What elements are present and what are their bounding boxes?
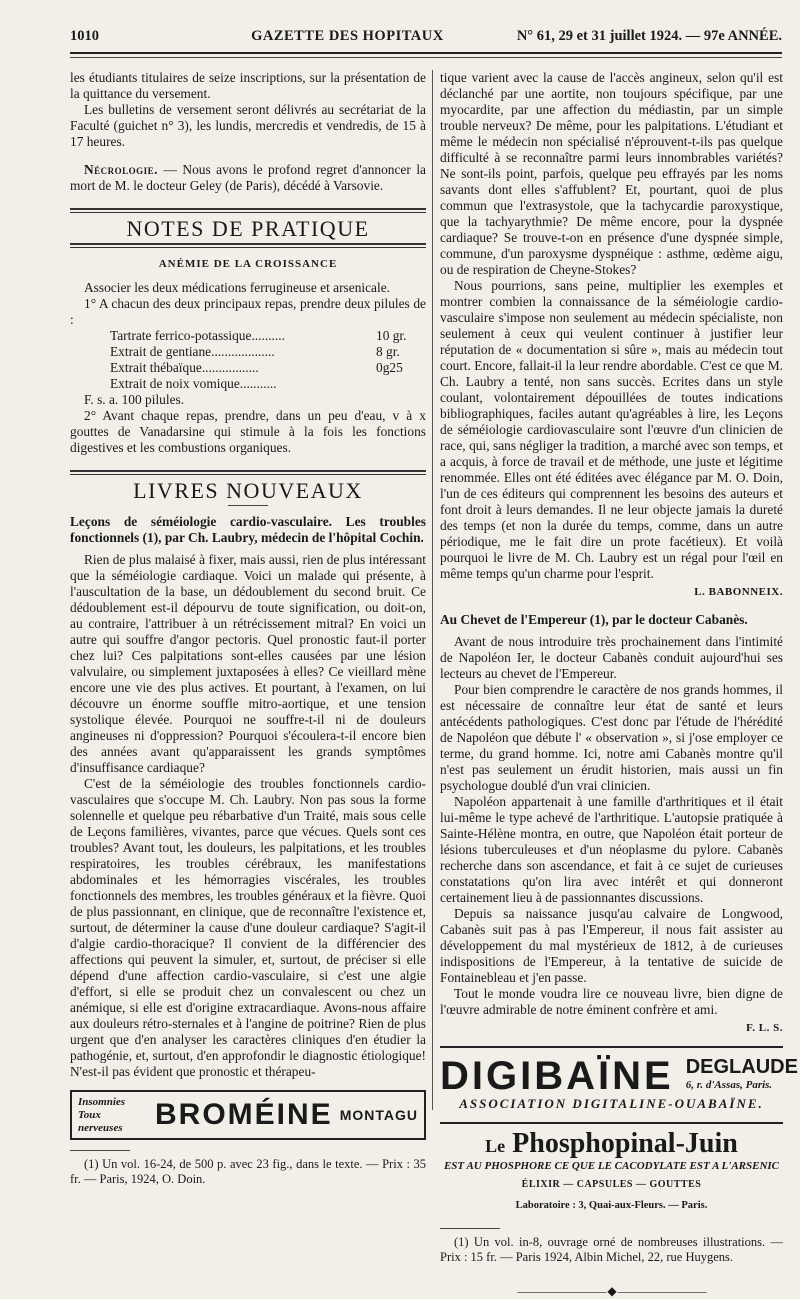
notes-paragraph-3: F. s. a. 100 pilules. [84,392,185,407]
review-continuation-paragraph: tique varient avec la cause de l'accès angineux, selon qu'il est déclanché par une aortite, non toujours spécifique, par une myocardite, par une affection du médiastin, par un simple trouble nerveux? De même, pour les palpitations. L'étudiant et même le médecin non spécialisé n'éprouvent-t-ils pas quelque difficulté à se reconnaître parmi leurs innombrables variétés? Ne sont-ils point, parfois, quelque peu effrayés par les noms savants dont elles s'affublent? Et, pourtant, quoi de plus commun que l'extrasystole, que la tachycardie paroxystique, que la tachyarythmie? De même encore, pour la dyspnée cardiaque? Se trouve-t-on en présence d'une dyspnée simple, commune, d'un paroxysme dyspnéique : asthme, œdème aigu, ou de respiration de Cheyne-Stokes? [440,70,783,277]
column-divider [432,70,433,1110]
bromeine-indications: Insomnies Toux nerveuses [78,1095,126,1134]
footnote-rule [440,1228,500,1229]
cabanes-paragraph-3: Napoléon appartenait à une famille d'arthritiques et il était lui-même le type achevé de l'arthritique. L'autopsie pratiquée à Sainte-Hélène montra, en outre, que Napoléon était porteur de lésions tuberculeuses et d'un néoplasme du pylore. Cabanès recherche dans son ascendance, et fait à ce sujet de curieuses constatations qu'on lira avec intérêt et qui donneront certainement lieu à de passionnantes discussions. [440,794,783,905]
notes-paragraph-1: Associer les deux médications ferrugineuse et arsenicale. [84,280,391,295]
notes-subheading: ANÉMIE DE LA CROISSANCE [158,258,338,270]
phosphopinal-brand-line [440,1128,783,1159]
prescription-item: Extrait de noix vomique........... [110,376,277,391]
notes-section-title: NOTES DE PRATIQUE [126,216,370,241]
book-review-paragraph-1: Rien de plus malaisé à fixer, mais aussi, rien de plus intéressant que la séméiologie cardiaque. Voici un malade qui présente, à l'auscultation de la base, un dédoublement du second bruit. Ce dédoublement est-il dépourvu de toute signification, ou doit-on, au contraire, l'attribuer à un rétrécissement mitral? En voici un autre qui souffre d'angor pectoris. Quel pronostic faut-il porter chez lui? Ces palpitations sont-elles causées par une lésion valvulaire, ou simplement juxtaposées à elles? Ce vieillard mène encore une vie des plus actives. Et pourtant, à l'examen, on lui découvre un énorme souffle mitro-aortique, et une tension systolique élevée. Pourquoi ne souffre-t-il ni de douleurs angineuses ni d'oppression? Pourquoi s'écoulera-t-il encore bien des années avant qu'apparaissent les grands symptômes d'insuffisance cardiaque? [70,552,426,775]
review-paragraph-2: Nous pourrions, sans peine, multiplier les exemples et montrer combien la connaissance de la séméiologie cardio-vasculaire s'impose non seulement au médecin spécialiste, non seulement à ceux qui veulent continuer à justifier leur réputation de « documentation si sûre », mais au médecin tout court. Encore, fallait-il la leur rendre abordable. C'est ce que M. Ch. Laubry a tenté, non sans succès. Ecrites dans un style coulant, volontairement dépouillées de toutes indications bibliographiques, faciles autant qu'agréables à lire, les Leçons de séméiologie cardiovasculaire sont l'œuvre d'un clinicien de race, qui, sans négliger la tradition, a marché avec son temps, et a acquis, à force de travail et de méthode, une juste et légitime renommée. Elles ont été éditées avec élégance par M. O. Doin, l'un de ces éditeurs qui comprennent les besoins des auteurs et font droit à leurs demandes. Il ne leur objecte jamais la dureté des temps (et non la durée du temps, comme, dans un autre périodique, me le fait dire un prote facétieux). Et voilà pourquoi le livre de M. Ch. Laubry est un régal pour l'œil en même temps qu'un charme pour l'esprit. [440,278,783,581]
notes-paragraph-4: 2° Avant chaque repas, prendre, dans un peu d'eau, v à x gouttes de Vanadarsine qui stimule à la fois les fonctions digestives et les combustions organiques. [70,408,426,455]
cabanes-paragraph-1: Avant de nous introduire très prochainement dans l'intimité de Napoléon Ier, le docteur Cabanès conduit aujourd'hui ses lecteurs au chevet de l'Empereur. [440,634,783,681]
digibaine-address: 6, r. d'Assas, Paris. [685,1079,773,1091]
header-rule [70,52,782,54]
intro-paragraph-1: les étudiants titulaires de seize inscriptions, sur la présentation de la quittance du versement. [70,70,426,101]
signature-fls: F. L. S. [746,1022,783,1034]
digibaine-brand: DIGIBAÏNE [440,1054,674,1098]
prescription-item: Extrait thébaïque................. 0g25 [110,360,403,375]
prescription-item: Tartrate ferrico-potassique.......... 10 gr. [110,328,407,343]
page-header [70,28,782,50]
digibaine-maker: DEGLAUDE [685,1056,798,1078]
section-rule [70,208,426,213]
footnote-cabanes: (1) Un vol. in-8, ouvrage orné de nombreuses illustrations. — Prix : 15 fr. — Paris 1924, Albin Michel, 22, rue Huygens. [440,1235,783,1264]
footnote-laubry: (1) Un vol. 16-24, de 500 p. avec 23 fig., dans le texte. — Prix : 35 fr. — Paris, 1924, O. Doin. [70,1157,426,1186]
intro-paragraph-2: Les bulletins de versement seront délivrés au secrétariat de la Faculté (guichet n° 3), les lundis, mercredis et vendredis, de 15 à 17 heures. [70,102,426,149]
section-rule [70,243,426,248]
issue-info: N° 61, 29 et 31 juillet 1924. — 97e ANNÉE. [516,28,782,44]
necrology-text: — Nous avons le profond regret d'annoncer la mort de M. le docteur Geley (de Paris), décédé à Varsovie. [70,162,426,193]
signature-babonneix: L. BABONNEIX. [694,586,783,598]
phosphopinal-laboratory: Laboratoire : 3, Quai-aux-Fleurs. — Paris. [515,1200,708,1211]
left-column [70,70,426,1187]
page-number: 1010 [70,28,99,44]
bromeine-maker: MONTAGU [339,1107,418,1123]
cabanes-paragraph-5: Tout le monde voudra lire ce nouveau livre, bien digne de l'œuvre admirable de notre éminent confrère et ami. [440,986,783,1017]
necrology-paragraph [70,162,426,194]
right-column [440,70,798,1299]
book-title-laubry: Leçons de séméiologie cardio-vasculaire. Les troubles fonctionnels (1), par Ch. Laubry, médecin de l'hôpital Cochin. [70,514,426,545]
ornament-rule: ———————— ◆ ———————— [517,1284,706,1298]
digibaine-association: ASSOCIATION DIGITALINE-OUABAÏNE. [459,1096,764,1111]
notes-paragraph-2: 1° A chacun des deux principaux repas, prendre deux pilules de : [70,296,426,327]
footnote-rule [70,1150,130,1151]
prescription-list [70,328,426,392]
section-rule [70,470,426,475]
phosphopinal-brand: Phosphopinal-Juin [512,1128,738,1159]
necrology-label: Nécrologie. [84,162,159,177]
phosphopinal-tagline: EST AU PHOSPHORE CE QUE LE CACODYLATE EST A L'ARSENIC [443,1160,780,1172]
prescription-item: Extrait de gentiane................... 8 gr. [110,344,400,359]
phosphopinal-article: Le [485,1136,506,1156]
phosphopinal-advertisement [440,1122,783,1214]
journal-title: GAZETTE DES HOPITAUX [251,28,444,44]
book-review-paragraph-2: C'est de la séméiologie des troubles fonctionnels cardio-vasculaires que s'occupe M. Ch. Laubry. Non pas sous la forme solennelle et quelque peu rébarbative d'un Traité, mais sous celle de Leçons familières, vivantes, parce que vécues. Quels sont ces troubles? Avant tout, les douleurs, les palpitations, et les troubles respiratoires, les troubles cérébraux, les manifestations abdominales et les hémorragies viscérales, les troubles fonctionnels des membres, les troubles généraux et la fièvre. Quoi de plus passionnant, en clinique, que de reconnaître l'existence et, surtout, de déterminer la cause d'une douleur cardiaque? S'agit-il d'algie cardio-thoracique? Il convient de la différencier des affections qui peuvent la simuler, et, surtout, de préciser si elle dépend d'une affection cardio-vasculaire, si c'est une algie d'effort, si elle se produit chez un convalescent ou chez un anémique, si elle est d'origine extracardiaque. Avons-nous affaire aux douleurs rétro-sternales et à l'angine de poitrine? Rien de plus urgent que d'en analyser les caractères cliniques d'en étudier la pathogénie, et, surtout, d'en approfondir le diagnostic étiologique! N'est-il pas évident que pronostic et thérapeu- [70,776,426,1079]
digibaine-advertisement [440,1046,798,1112]
book-title-cabanes: Au Chevet de l'Empereur (1), par le docteur Cabanès. [440,612,748,627]
phosphopinal-forms: ÉLIXIR — CAPSULES — GOUTTES [521,1179,702,1190]
digibaine-maker-block [686,1058,798,1094]
bromeine-brand: BROMÉINE [155,1098,333,1131]
cabanes-paragraph-4: Depuis sa naissance jusqu'au calvaire de Longwood, Cabanès suit pas à pas l'Empereur, il nous fait assister au développement du mal mystérieux de 1812, à de curieuses indispositions de l'Empereur, à la tentative de suicide de Fontainebleau et j'en passe. [440,906,783,985]
bromeine-advertisement [70,1090,426,1140]
header-rule-thin [70,57,782,58]
short-rule [228,505,268,506]
cabanes-paragraph-2: Pour bien comprendre le caractère de nos grands hommes, il est nécessaire de connaître leur état de santé et leurs antécédents pathologiques. C'est donc par l'étude de l'hérédité de Napoléon que débute l' « observation », si j'ose employer ce terme, du grand homme. Ici, notre ami Cabanès montre qu'il n'est pas seulement un érudit historien, mais aussi un fin psychologue doublé d'un vrai clinicien. [440,682,783,793]
digibaine-row [440,1054,798,1098]
livres-section-title: LIVRES NOUVEAUX [133,478,363,503]
